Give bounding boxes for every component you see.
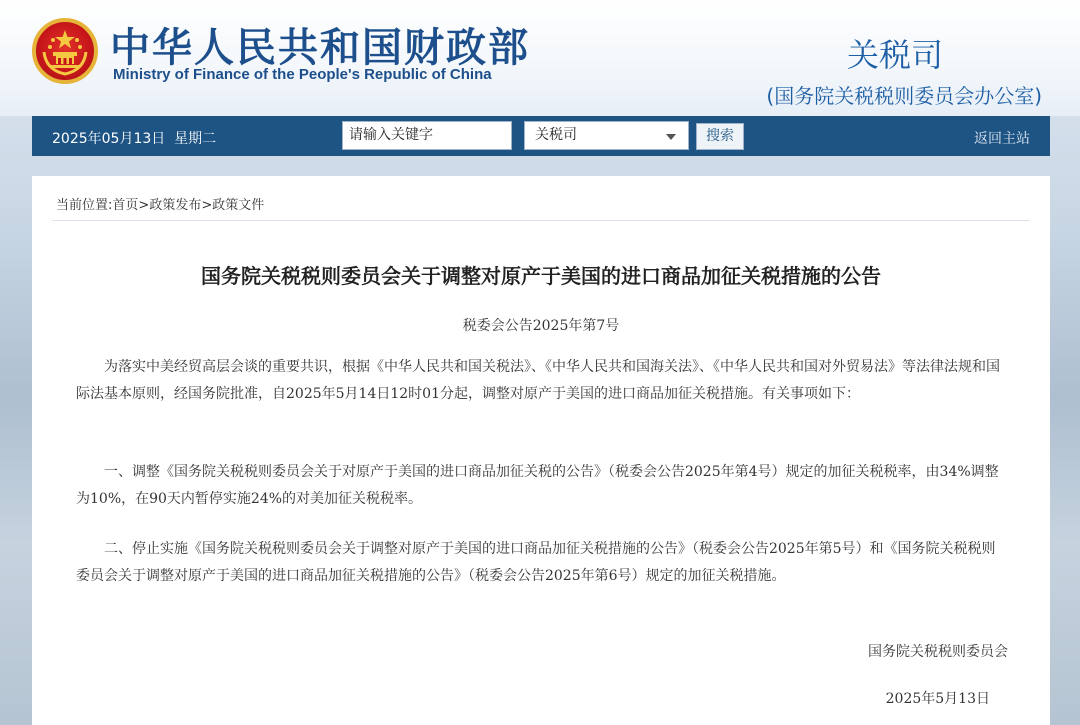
article-paragraph: 为落实中美经贸高层会谈的重要共识，根据《中华人民共和国关税法》、《中华人民共和国海关法》、《中华人民共和国对外贸易法》等法律法规和国际法基本原则，经国务院批准，自2025年5月14日12时01分起，调整对原产于美国的进口商品加征关税措施。有关事项如下： (76, 359, 1000, 402)
breadcrumb-separator: > (138, 198, 150, 213)
return-home-link[interactable]: 返回主站 (974, 131, 1030, 147)
breadcrumb-item-home[interactable]: 首页 (112, 198, 139, 213)
breadcrumb-item-policy-release[interactable]: 政策发布 (149, 198, 202, 213)
article-paragraph: 二、停止实施《国务院关税税则委员会关于调整对原产于美国的进口商品加征关税措施的公告》（税委会公告2025年第5号）和《国务院关税税则委员会关于调整对原产于美国的进口商品加征关税措施的公告》（税委会公告2025年第6号）规定的加征关税措施。 (76, 541, 996, 584)
current-date (52, 128, 216, 148)
article-title: 国务院关税税则委员会关于调整对原产于美国的进口商品加征关税措施的公告 (201, 264, 881, 288)
breadcrumb-label: 当前位置: (56, 198, 113, 213)
breadcrumb-separator: > (201, 198, 213, 213)
article-signature: 国务院关税税则委员会 (868, 644, 1008, 660)
article-paragraph: 一、调整《国务院关税税则委员会关于对原产于美国的进口商品加征关税的公告》（税委会公告2025年第4号）规定的加征关税税率，由34%调整为10%，在90天内暂停实施24%的对美加征关税税率。 (76, 464, 999, 507)
date-text: 2025年05月13日 (52, 131, 166, 147)
department-subtitle: (国务院关税税则委员会办公室) (766, 84, 1042, 108)
breadcrumb-divider (52, 220, 1030, 221)
search-button[interactable]: 搜索 (696, 123, 744, 150)
breadcrumb-item-policy-documents[interactable]: 政策文件 (212, 198, 265, 213)
ministry-name-cn[interactable]: 中华人民共和国财政部 (110, 25, 530, 71)
article-panel (32, 176, 1050, 725)
department-select[interactable] (524, 121, 689, 150)
department-select-value: 关税司 (535, 127, 577, 143)
site-header (0, 0, 1080, 116)
article-date: 2025年5月13日 (885, 691, 990, 707)
emblem-graphic (36, 22, 94, 80)
chevron-down-icon (666, 134, 676, 140)
weekday-text: 星期二 (174, 131, 217, 147)
department-title: 关税司 (846, 36, 943, 74)
search-input[interactable]: 请输入关键字 (342, 121, 512, 150)
national-emblem-icon[interactable] (32, 18, 98, 84)
breadcrumb (56, 194, 264, 213)
ministry-name-en[interactable]: Ministry of Finance of the People's Republic of China (113, 66, 492, 83)
nav-bar (32, 116, 1050, 156)
article-subtitle: 税委会公告2025年第7号 (462, 318, 620, 334)
